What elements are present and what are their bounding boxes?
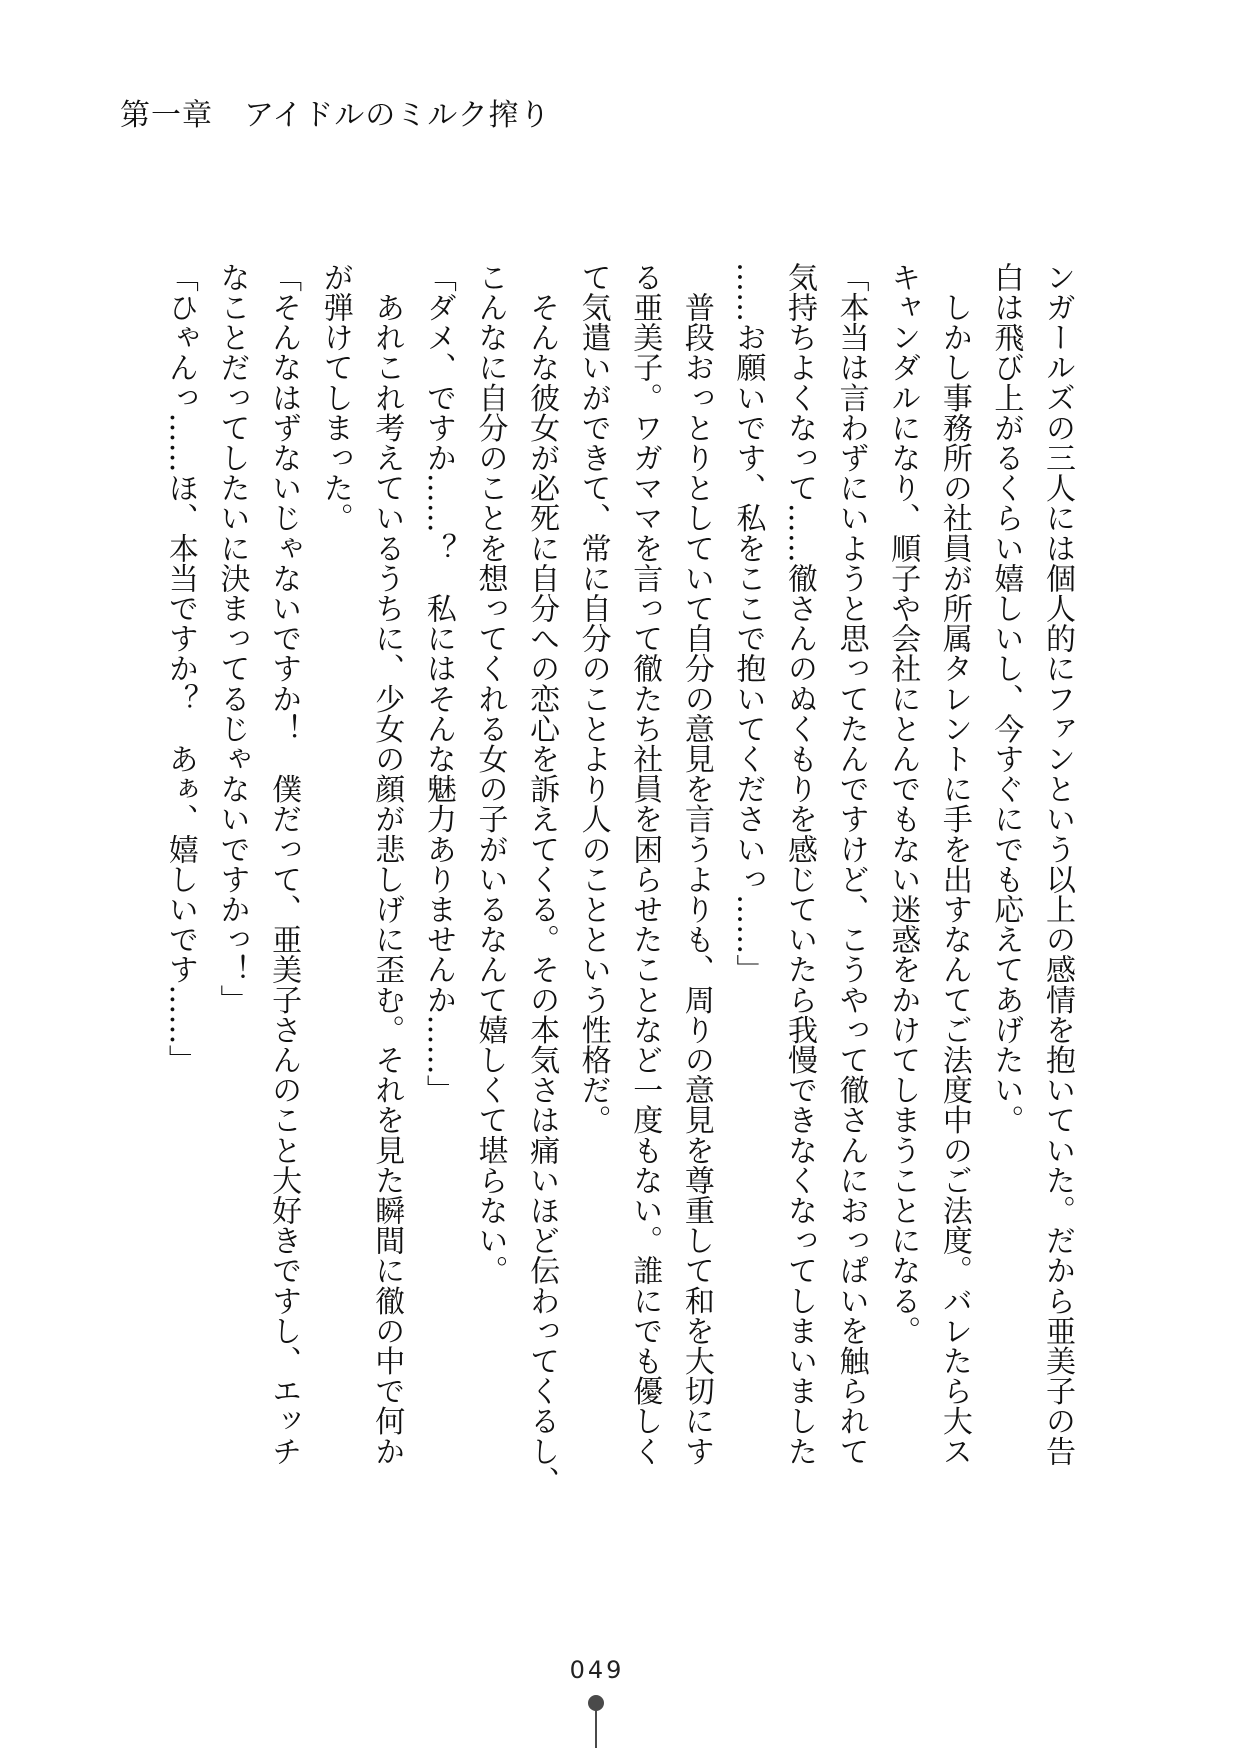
vertical-body-text: [154, 262, 1083, 1502]
text-column: 「ひゃんっ……ほ、本当ですか？ あぁ、嬉しいです……」: [162, 262, 198, 1075]
text-column: あれこれ考えているうちに、少女の顔が悲しげに歪む。それを見た瞬間に徹の中で何か: [369, 262, 405, 1466]
text-column: 普段おっとりとしていて自分の意見を言うよりも、周りの意見を尊重して和を大切にす: [678, 262, 714, 1466]
text-column: こんなに自分のことを想ってくれる女の子がいるなんて嬉しくて堪らない。: [472, 262, 508, 1286]
text-column: しかし事務所の社員が所属タレントに手を出すなんてご法度中のご法度。バレたら大ス: [936, 262, 972, 1466]
text-column: なことだってしたいに決まってるじゃないですかっ！」: [214, 262, 250, 1015]
text-column: ンガールズの三人には個人的にファンという以上の感情を抱いていた。だから亜美子の告: [1040, 262, 1075, 1466]
text-column: が弾けてしまった。: [317, 262, 353, 533]
page-marker-line: [595, 1703, 597, 1748]
text-column: そんな彼女が必死に自分への恋心を訴えてくる。その本気さは痛いほど伝わってくるし、: [524, 262, 560, 1497]
text-column: る亜美子。ワガママを言って徹たち社員を困らせたことなど一度もない。誰にでも優しく: [627, 262, 663, 1466]
page-number: 049: [569, 1656, 625, 1684]
text-column: 「ダメ、ですか……？ 私にはそんな魅力ありませんか……」: [420, 262, 456, 1105]
chapter-header: 第一章 アイドルのミルク搾り: [120, 98, 551, 133]
text-column: キャンダルになり、順子や会社にとんでもない迷惑をかけてしまうことになる。: [885, 262, 921, 1346]
text-column: て気遣いができて、常に自分のことより人のことという性格だ。: [575, 262, 611, 1135]
text-column: 「そんなはずないじゃないですか！ 僕だって、亜美子さんのこと大好きですし、エッチ: [266, 262, 302, 1466]
text-column: ……お願いです、私をここで抱いてくださいっ……」: [730, 262, 766, 985]
text-column: 気持ちよくなって……徹さんのぬくもりを感じていたら我慢できなくなってしまいました: [782, 262, 818, 1466]
text-column: 白は飛び上がるくらい嬉しいし、今すぐにでも応えてあげたい。: [988, 262, 1024, 1135]
text-column: 「本当は言わずにいようと思ってたんですけど、こうやって徹さんにおっぱいを触られて: [833, 262, 869, 1466]
